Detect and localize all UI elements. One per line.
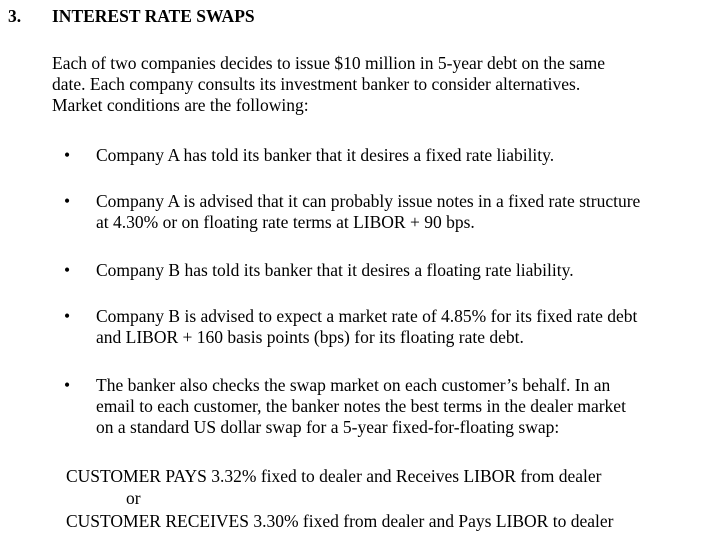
list-item-text — [96, 191, 716, 233]
list-item-line: The banker also checks the swap market on each customer’s behalf. In an — [96, 375, 611, 395]
list-item-line: Company A has told its banker that it desires a fixed rate liability. — [96, 145, 555, 165]
bullet-icon: • — [64, 306, 71, 326]
list-item-text — [96, 145, 716, 166]
bullet-icon: • — [64, 375, 71, 395]
bullet-icon: • — [64, 260, 71, 280]
section-number: 3. — [8, 6, 22, 26]
list-item-line: on a standard US dollar swap for a 5-year fixed-for-floating swap: — [96, 417, 560, 437]
list-item-line: Company B has told its banker that it desires a floating rate liability. — [96, 260, 574, 280]
intro-line: Each of two companies decides to issue $10 million in 5-year debt on the same — [52, 53, 606, 73]
intro-paragraph — [52, 53, 702, 116]
section-title: INTEREST RATE SWAPS — [52, 6, 255, 26]
bullet-icon: • — [64, 145, 71, 165]
list-item-text — [96, 260, 716, 281]
list-item-line: at 4.30% or on floating rate terms at LIBOR + 90 bps. — [96, 212, 475, 232]
intro-line: Market conditions are the following: — [52, 95, 309, 115]
list-item-line: Company B is advised to expect a market rate of 4.85% for its fixed rate debt — [96, 306, 638, 326]
list-item-line: email to each customer, the banker notes the best terms in the dealer market — [96, 396, 626, 416]
intro-line: date. Each company consults its investment banker to consider alternatives. — [52, 74, 581, 94]
list-item-text — [96, 375, 716, 438]
swap-term-pays: CUSTOMER PAYS 3.32% fixed to dealer and Receives LIBOR from dealer — [66, 466, 602, 486]
bullet-icon: • — [64, 191, 71, 211]
swap-term-receives: CUSTOMER RECEIVES 3.30% fixed from dealer and Pays LIBOR to dealer — [66, 511, 614, 531]
swap-term-or: or — [126, 488, 141, 508]
list-item-line: Company A is advised that it can probably issue notes in a fixed rate structure — [96, 191, 641, 211]
list-item-text — [96, 306, 716, 348]
list-item-line: and LIBOR + 160 basis points (bps) for its floating rate debt. — [96, 327, 524, 347]
